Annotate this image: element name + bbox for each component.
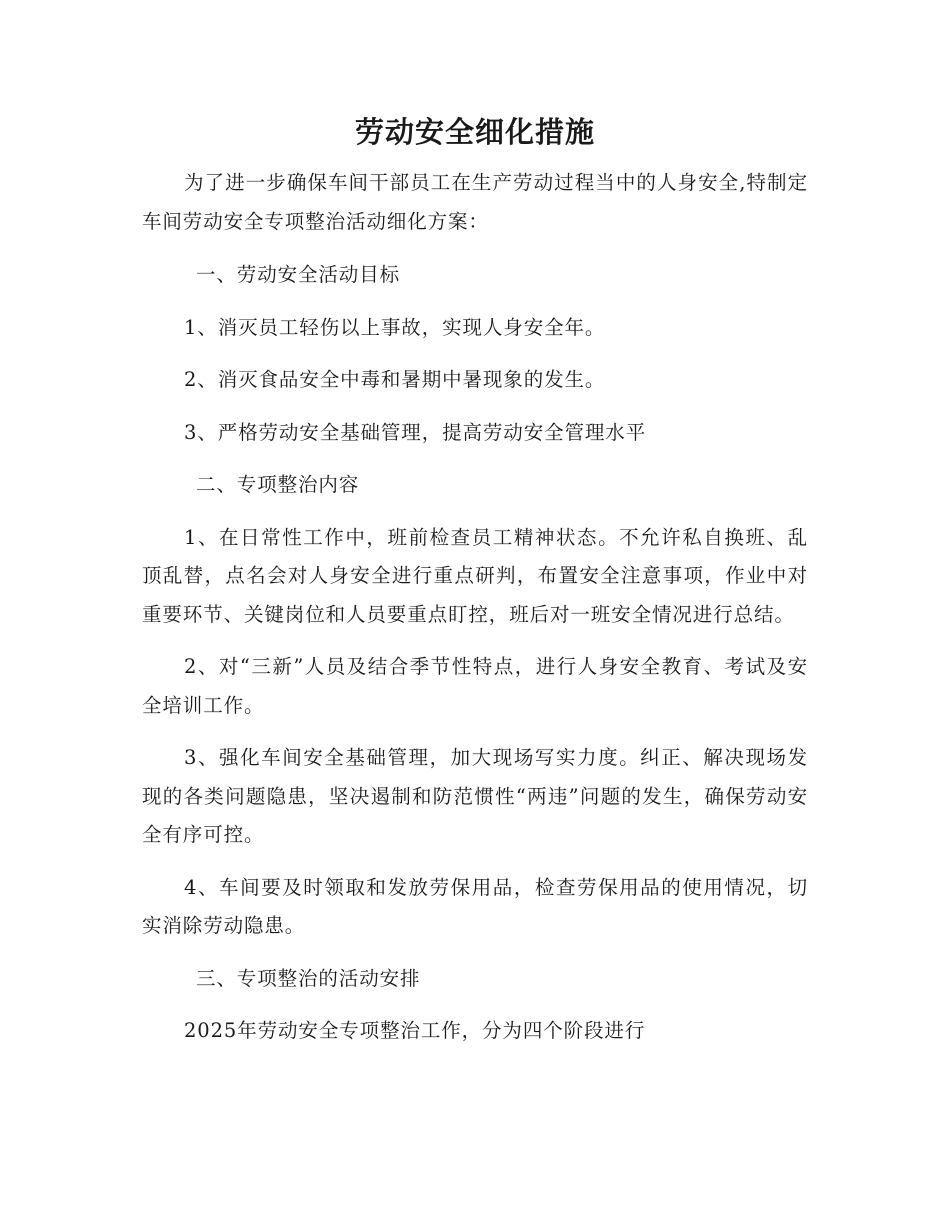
section-heading-content: 二、专项整治内容 [196, 473, 360, 496]
content-item-2: 2、对“三新”人员及结合季节性特点，进行人身安全教育、考试及安全培训工作。 [142, 655, 808, 717]
document-body [142, 164, 808, 1051]
intro-paragraph: 为了进一步确保车间干部员工在生产劳动过程当中的人身安全,特制定车间劳动安全专项整治活动细化方案： [142, 171, 808, 233]
goal-item-1: 1、消灭员工轻伤以上事故，实现人身安全年。 [184, 315, 606, 339]
content-item-3: 3、强化车间安全基础管理，加大现场写实力度。纠正、解决现场发现的各类问题隐患，坚决遏制和防范惯性“两违”问题的发生，确保劳动安全有序可控。 [142, 746, 808, 846]
content-item-4: 4、车间要及时领取和发放劳保用品，检查劳保用品的使用情况，切实消除劳动隐患。 [142, 875, 808, 937]
goal-item-2: 2、消灭食品安全中毒和暑期中暑现象的发生。 [184, 368, 606, 391]
document-title: 劳动安全细化措施 [354, 115, 595, 149]
section-heading-goals: 一、劳动安全活动目标 [196, 263, 401, 286]
content-item-1: 1、在日常性工作中，班前检查员工精神状态。不允许私自换班、乱顶乱替，点名会对人身安全进行重点研判，布置安全注意事项，作业中对重要环节、关键岗位和人员要重点盯控，班后对一班安全情况进行总结。 [142, 525, 808, 626]
goal-item-3: 3、严格劳动安全基础管理，提高劳动安全管理水平 [184, 420, 647, 444]
section-heading-schedule: 三、专项整治的活动安排 [196, 966, 421, 990]
schedule-intro: 2025年劳动安全专项整治工作，分为四个阶段进行 [184, 1019, 646, 1042]
